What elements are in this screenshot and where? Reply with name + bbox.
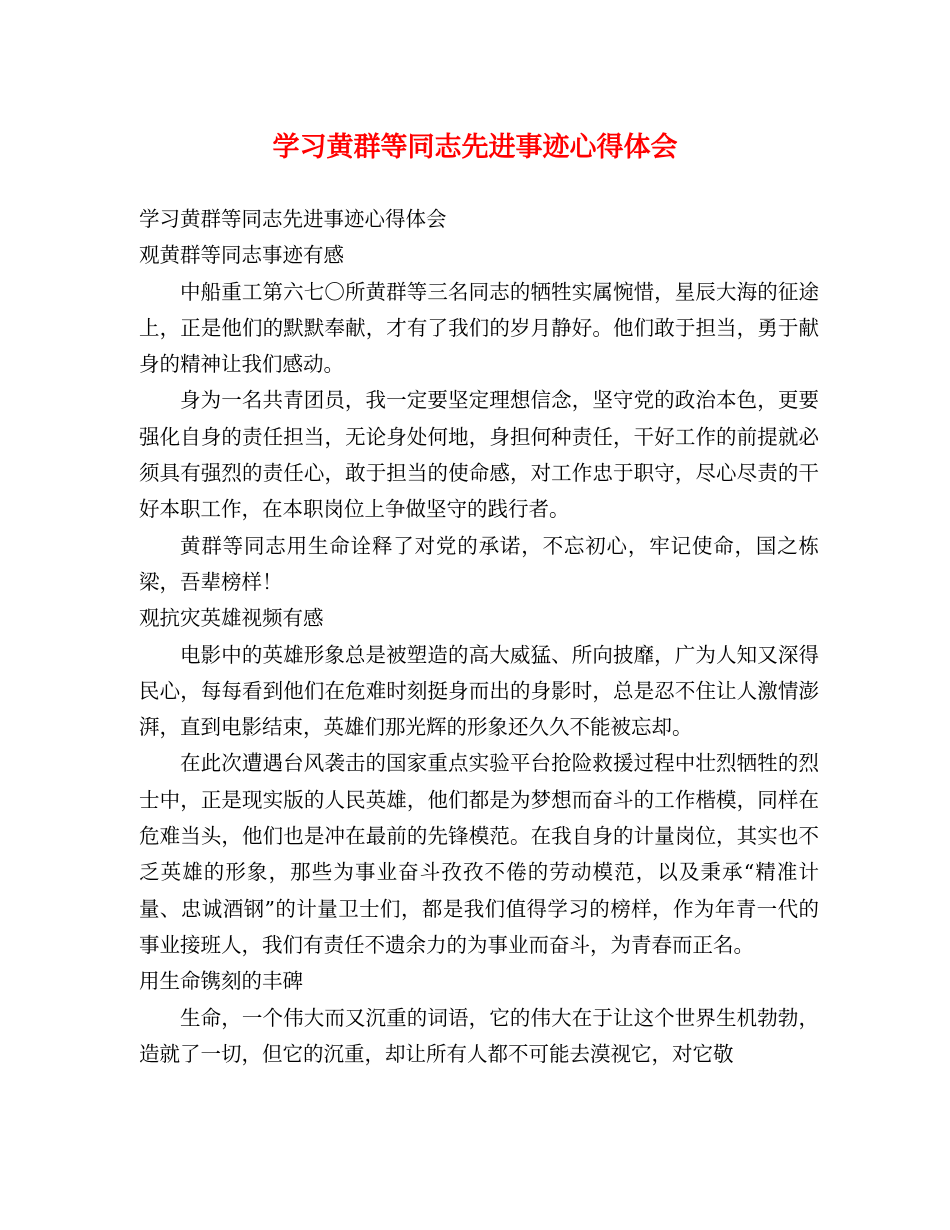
paragraph: 黄群等同志用生命诠释了对党的承诺，不忘初心，牢记使命，国之栋梁，吾辈榜样！ xyxy=(139,533,819,594)
paragraph: 在此次遭遇台风袭击的国家重点实验平台抢险救援过程中壮烈牺牲的烈士中，正是现实版的人民英雄，他们都是为梦想而奋斗的工作楷模，同样在危难当头，他们也是冲在最前的先锋模范。在我自身的计量岗位，其实也不乏英雄的形象，那些为事业奋斗孜孜不倦的劳动模范，以及秉承“精准计量、忠诚酒钢”的计量卫士们，都是我们值得学习的榜样，作为年青一代的事业接班人，我们有责任不遗余力的为事业而奋斗，为青春而正名。 xyxy=(139,751,819,957)
paragraph: 中船重工第六七〇所黄群等三名同志的牺牲实属惋惜，星辰大海的征途上，正是他们的默默奉献，才有了我们的岁月静好。他们敢于担当，勇于献身的精神让我们感动。 xyxy=(139,279,819,377)
paragraph: 电影中的英雄形象总是被塑造的高大威猛、所向披靡，广为人知又深得民心，每每看到他们在危难时刻挺身而出的身影时，总是忍不住让人激情澎湃，直到电影结束，英雄们那光辉的形象还久久不能被忘却。 xyxy=(139,642,819,740)
section-heading: 观黄群等同志事迹有感 xyxy=(139,243,344,268)
section-heading: 用生命镌刻的丰碑 xyxy=(139,969,303,994)
document-title: 学习黄群等同志先进事迹心得体会 xyxy=(272,132,678,163)
document-body xyxy=(139,201,819,1072)
section-heading: 观抗灾英雄视频有感 xyxy=(139,606,324,631)
paragraph: 生命，一个伟大而又沉重的词语，它的伟大在于让这个世界生机勃勃，造就了一切，但它的沉重，却让所有人都不可能去漠视它，对它敬 xyxy=(139,1005,819,1066)
paragraph: 身为一名共青团员，我一定要坚定理想信念，坚守党的政治本色，更要强化自身的责任担当，无论身处何地，身担何种责任，干好工作的前提就必须具有强烈的责任心，敢于担当的使命感，对工作忠于职守，尽心尽责的干好本职工作，在本职岗位上争做坚守的践行者。 xyxy=(139,388,819,522)
section-heading: 学习黄群等同志先进事迹心得体会 xyxy=(139,207,447,231)
